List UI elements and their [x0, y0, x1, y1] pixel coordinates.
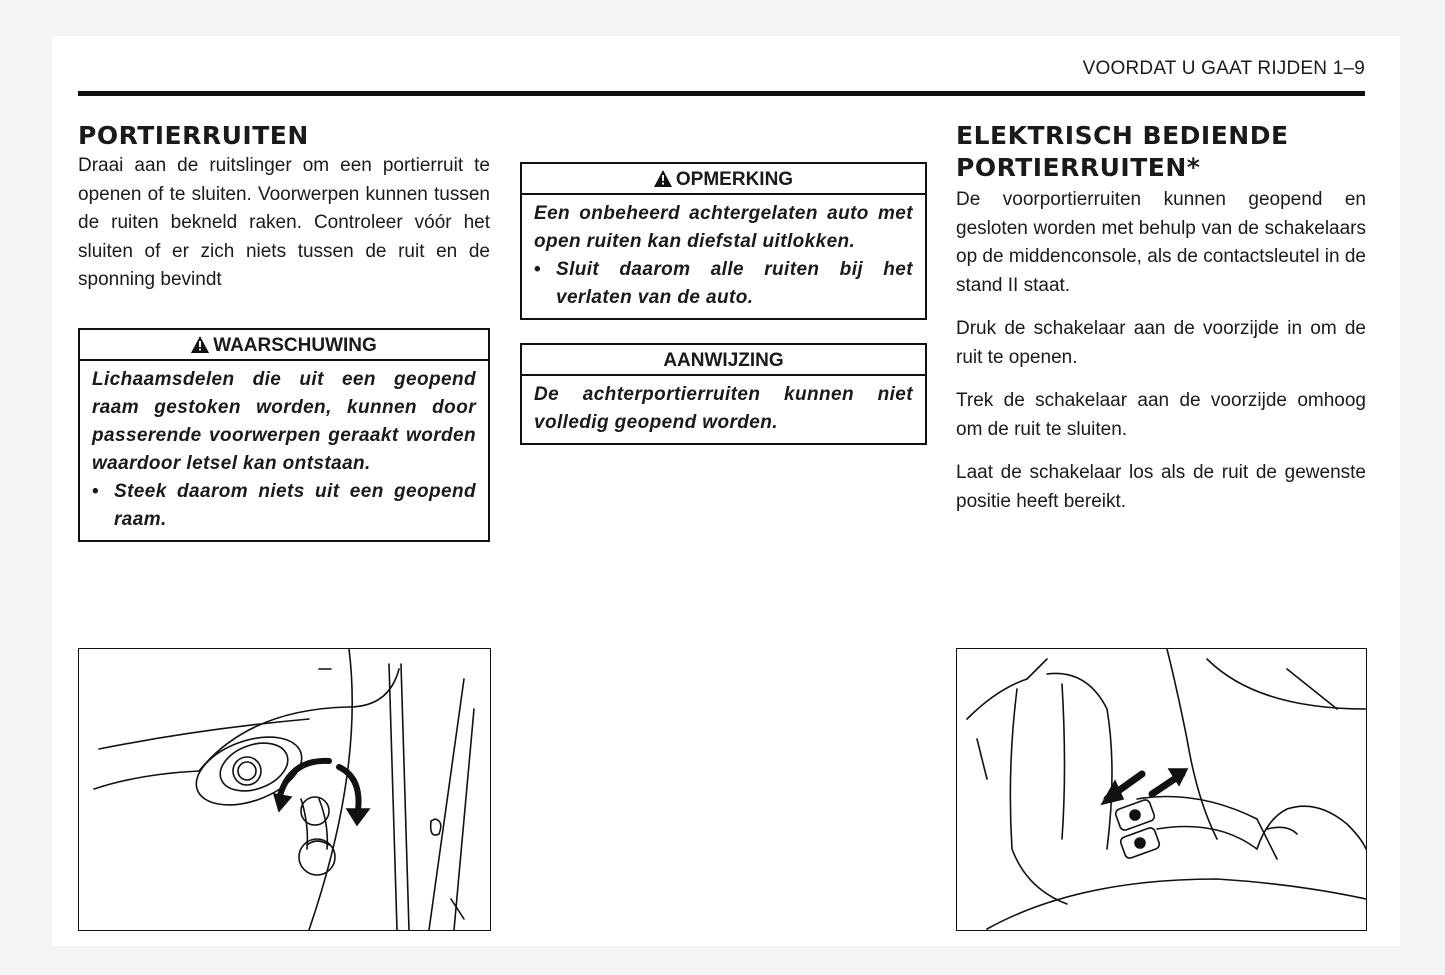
bullet-dot: • [92, 480, 100, 502]
warning-triangle-icon [654, 166, 672, 197]
notice-bullet [534, 256, 913, 312]
middle-column [520, 162, 927, 445]
manual-window-paragraph: Draai aan de ruitslinger om een portierruit te openen of te sluiten. Voorwerpen kunnen tussen de ruiten bekneld raken. Controleer vóór het sluiten of er zich niets tussen de ruit en de sponning bevindt [78, 155, 490, 290]
power-window-switch-illustration [956, 648, 1367, 931]
section-title-line2: PORTIERRUITEN* [956, 153, 1201, 182]
notice-text: Een onbeheerd achtergelaten auto met open ruiten kan diefstal uitlokken. [534, 203, 913, 252]
bullet-dot: • [534, 259, 542, 280]
notice-label: OPMERKING [675, 169, 794, 190]
header-rule [78, 91, 1365, 96]
warning-box [78, 328, 490, 542]
warning-text: Lichaamsdelen die uit een geopend raam gestoken worden, kunnen door passerende voorwerpen geraakt worden waardoor letsel kan ontstaan. [92, 368, 476, 474]
notice-box-header [522, 164, 925, 195]
hint-box-header [522, 345, 925, 376]
power-window-paragraph-2: Druk de schakelaar aan de voorzijde in om de ruit te openen. [956, 318, 1366, 368]
section-title-portierruiten: PORTIERRUITEN [78, 121, 309, 150]
notice-bullet-text: Sluit daarom alle ruiten bij het verlaten van de auto. [556, 259, 913, 308]
left-column [78, 120, 490, 542]
power-window-paragraph-3: Trek de schakelaar aan de voorzijde omhoog om de ruit te sluiten. [956, 390, 1366, 440]
warning-bullet-text: Steek daarom niets uit een geopend raam. [114, 480, 476, 530]
hint-label: AANWIJZING [663, 350, 784, 371]
window-crank-illustration [78, 648, 491, 931]
running-head: VOORDAT U GAAT RIJDEN 1–9 [1082, 58, 1365, 79]
warning-box-body [80, 361, 488, 540]
notice-box [520, 162, 927, 320]
section-title-line1: ELEKTRISCH BEDIENDE [956, 121, 1289, 150]
warning-triangle-icon [191, 332, 209, 363]
warning-bullet [92, 478, 476, 534]
warning-box-header [80, 330, 488, 361]
hint-box-body [522, 376, 925, 443]
power-window-paragraph-4: Laat de schakelaar los als de ruit de gewenste positie heeft bereikt. [956, 462, 1366, 512]
warning-label: WAARSCHUWING [213, 334, 377, 356]
hint-box [520, 343, 927, 445]
notice-box-body [522, 195, 925, 318]
power-window-paragraph-1: De voorportierruiten kunnen geopend en gesloten worden met behulp van de schakelaars op de middenconsole, als de contactsleutel in de stand II staat. [956, 189, 1366, 296]
right-column [956, 120, 1366, 531]
hint-text: De achterportierruiten kunnen niet volledig geopend worden. [534, 384, 913, 433]
